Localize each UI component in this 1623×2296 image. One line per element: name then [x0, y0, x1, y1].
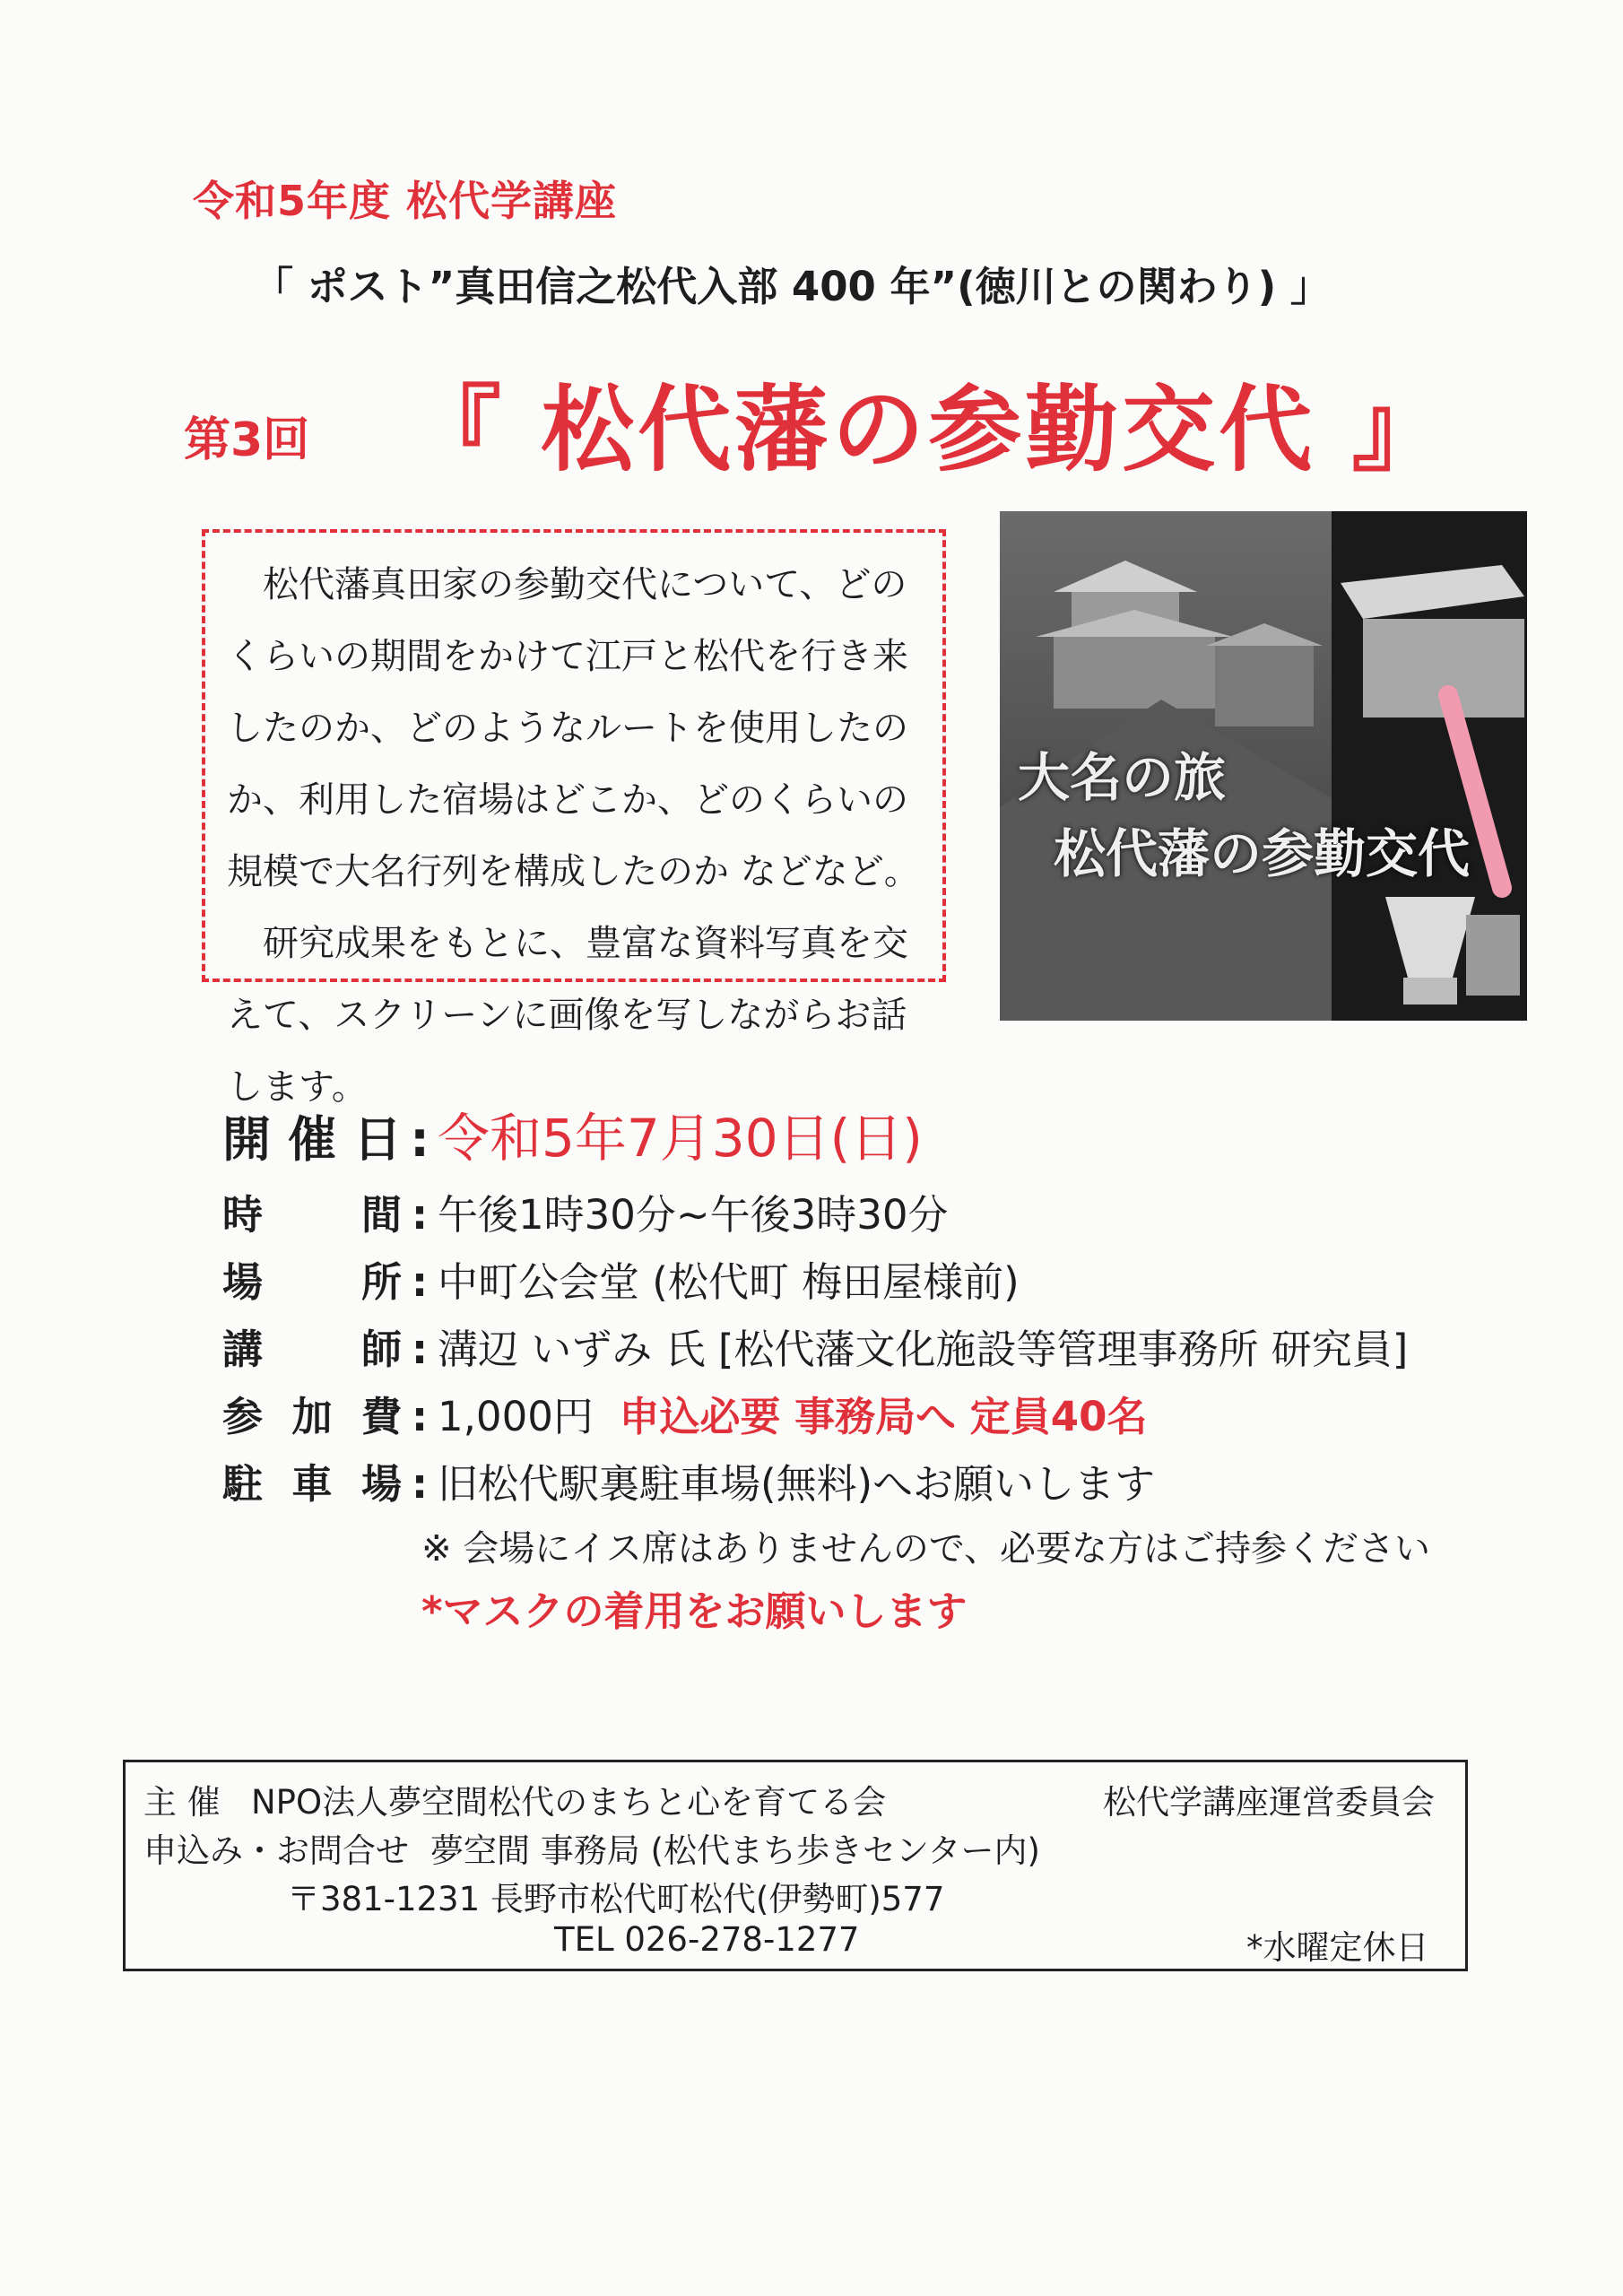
address: 〒381-1231 長野市松代町松代(伊勢町)577: [287, 1880, 945, 1918]
lecturer-colon: :: [412, 1326, 428, 1373]
fee-value: 1,000円: [438, 1393, 594, 1440]
telephone: TEL 026-278-1277: [554, 1920, 860, 1959]
time-colon: :: [412, 1191, 428, 1239]
contact-label: 申込み・お問合せ: [143, 1831, 409, 1870]
committee-name: 松代学講座運営委員会: [1103, 1783, 1435, 1822]
fee-label: 参加費: [222, 1393, 402, 1440]
parking-label: 駐車場: [222, 1460, 402, 1508]
fee-colon: :: [412, 1393, 428, 1440]
description-paragraph-1: 松代藩真田家の参勤交代について、どのくらいの期間をかけて江戸と松代を行き来したのか、どのようなルートを使用したのか、利用した宿場はどこか、どのくらいの規模で大名行列を構成したのか などなど。: [227, 564, 920, 892]
photo-caption-2: 松代藩の参勤交代: [1054, 823, 1471, 884]
row-parking: [222, 1451, 1155, 1509]
closed-day: *水曜定休日: [1246, 1928, 1429, 1967]
lecturer-value: 溝辺 いずみ 氏 [松代藩文化施設等管理事務所 研究員]: [438, 1326, 1409, 1373]
time-label: 時間: [222, 1191, 402, 1239]
date-colon: :: [410, 1111, 430, 1168]
place-colon: :: [412, 1258, 428, 1306]
date-label: 開催日: [222, 1111, 402, 1168]
row-fee: [222, 1384, 1147, 1442]
parking-colon: :: [412, 1460, 428, 1508]
host-value: NPO法人夢空間松代のまちと心を育てる会: [251, 1783, 887, 1822]
description-box: [202, 529, 946, 1108]
time-value: 午後1時30分~午後3時30分: [438, 1191, 949, 1239]
description-paragraph-2: 研究成果をもとに、豊富な資料写真を交えて、スクリーンに画像を写しながらお話します。: [227, 923, 908, 1108]
seating-note: ※ 会場にイス席はありませんので、必要な方はご持参ください: [421, 1528, 1431, 1570]
book-cover-photo: [1000, 511, 1527, 1021]
contact-value: 夢空間 事務局 (松代まち歩きセンター内): [430, 1831, 1040, 1870]
lecture-subtitle: 「 ポスト”真田信之松代入部 400 年”(徳川との関わり) 」: [253, 263, 1331, 310]
mask-note: *マスクの着用をお願いします: [421, 1587, 968, 1635]
row-lecturer: [222, 1317, 1408, 1375]
series-title: 令和5年度 松代学講座: [193, 177, 618, 225]
photo-caption-1: 大名の旅: [1018, 747, 1227, 808]
fee-note: 申込必要 事務局へ 定員40名: [619, 1393, 1148, 1440]
parking-value: 旧松代駅裏駐車場(無料)へお願いします: [438, 1460, 1156, 1508]
row-place: [222, 1249, 1020, 1308]
row-date: [222, 1096, 923, 1171]
footer-box: [123, 1760, 1468, 1971]
host-label: 主 催: [143, 1783, 221, 1822]
place-value: 中町公会堂 (松代町 梅田屋様前): [438, 1258, 1020, 1306]
row-time: [222, 1182, 949, 1240]
main-title: 『 松代藩の参勤交代 』: [408, 375, 1449, 484]
session-number: 第3回: [184, 413, 310, 467]
lecturer-label: 講師: [222, 1326, 402, 1373]
place-label: 場所: [222, 1258, 402, 1306]
date-value: 令和5年7月30日(日): [438, 1108, 923, 1169]
